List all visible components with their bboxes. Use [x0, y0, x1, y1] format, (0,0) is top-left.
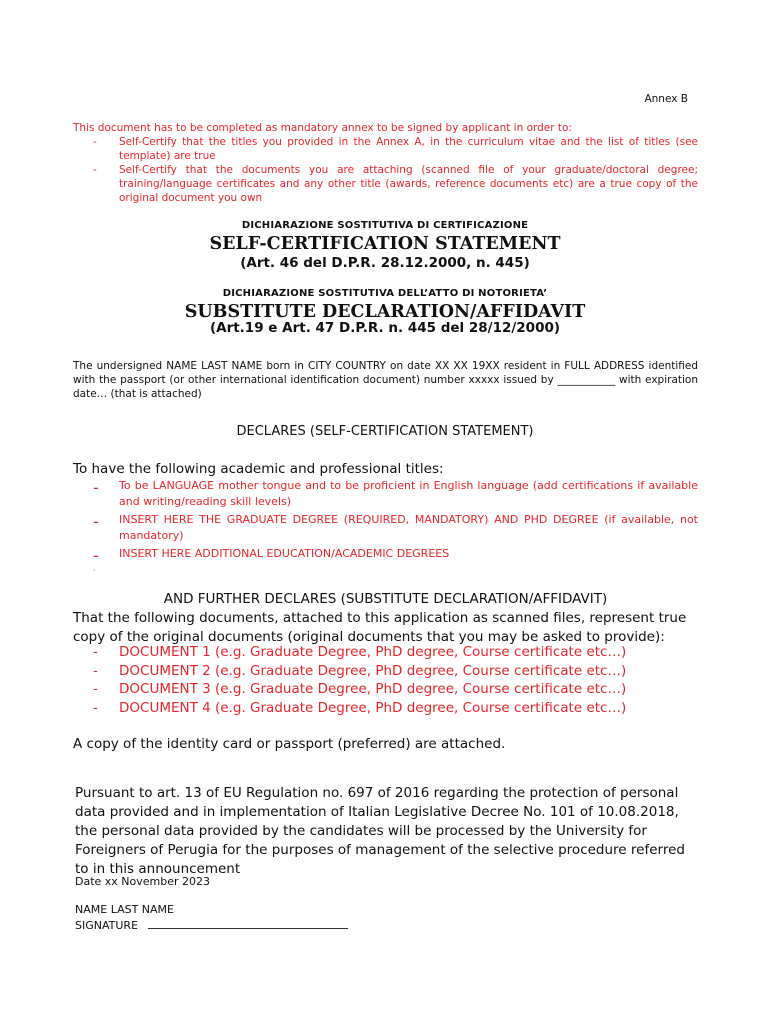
titles-list: [73, 478, 698, 577]
title-item: - INSERT HERE ADDITIONAL EDUCATION/ACADEMIC DEGREES: [93, 546, 450, 565]
title-item-empty: ·: [93, 566, 96, 575]
heading1-title: SELF-CERTIFICATION STATEMENT: [209, 234, 561, 254]
annex-label: Annex B: [644, 93, 688, 105]
title-item: - To be LANGUAGE mother tongue and to be proficient in English language (add certifications if available and writing/reading skill levels): [93, 478, 698, 508]
heading1-small: DICHIARAZIONE SOSTITUTIVA DI CERTIFICAZIONE: [241, 220, 529, 231]
signature-blank: [148, 918, 348, 929]
intro-lead: This document has to be completed as mandatory annex to be signed by applicant in order to:: [73, 122, 573, 134]
further-title: AND FURTHER DECLARES (SUBSTITUTE DECLARATION/AFFIDAVIT): [163, 591, 608, 607]
intro-item: - Self-Certify that the documents you are attaching (scanned file of your graduate/doctoral degree; training/language certificates and any other title (awards, reference documents etc) are a true copy of the original document you own: [93, 164, 698, 204]
signature-line: [75, 918, 348, 932]
signer-name: NAME LAST NAME: [75, 903, 174, 916]
undersigned-paragraph: The undersigned NAME LAST NAME born in CITY COUNTRY on date XX XX 19XX resident in FULL ADDRESS identified with the passport (or other international identification document) number xxxxx issued by ___________ with expiration date… (that is attached): [73, 360, 698, 400]
document-item: - DOCUMENT 2 (e.g. Graduate Degree, PhD degree, Course certificate etc…): [93, 662, 627, 679]
heading2-small: DICHIARAZIONE SOSTITUTIVA DELL’ATTO DI NOTORIETA’: [222, 288, 548, 299]
intro-instructions: [73, 121, 698, 205]
heading2-title: SUBSTITUTE DECLARATION/AFFIDAVIT: [184, 302, 586, 322]
document-item: - DOCUMENT 1 (e.g. Graduate Degree, PhD degree, Course certificate etc…): [93, 644, 627, 660]
titles-intro: To have the following academic and professional titles:: [73, 461, 444, 477]
document-item: - DOCUMENT 3 (e.g. Graduate Degree, PhD degree, Course certificate etc…): [93, 681, 627, 697]
title-item: - INSERT HERE THE GRADUATE DEGREE (REQUIRED, MANDATORY) AND PHD DEGREE (if available, not mandatory): [93, 512, 698, 542]
heading2-subtitle: (Art.19 e Art. 47 D.P.R. n. 445 del 28/12/2000): [209, 320, 561, 336]
declares-heading: DECLARES (SELF-CERTIFICATION STATEMENT): [236, 424, 534, 439]
document-item: - DOCUMENT 4 (e.g. Graduate Degree, PhD degree, Course certificate etc…): [93, 699, 627, 716]
documents-list: [73, 643, 626, 717]
copy-attached-statement: A copy of the identity card or passport (preferred) are attached.: [73, 736, 506, 752]
further-declares: [73, 590, 698, 647]
intro-item: - Self-Certify that the titles you provided in the Annex A, in the curriculum vitae and the list of titles (see template) are true: [93, 136, 698, 162]
privacy-statement: Pursuant to art. 13 of EU Regulation no. 697 of 2016 regarding the protection of personal data provided and in implementation of Italian Legislative Decree No. 101 of 10.08.2018, the personal data provided by the candidates will be processed by the University for Foreigners of Perugia for the purposes of management of the selective procedure referred to in this announcement: [75, 785, 685, 877]
heading1-subtitle: (Art. 46 del D.P.R. 28.12.2000, n. 445): [240, 255, 530, 271]
signature-label: SIGNATURE: [75, 919, 139, 932]
date-line: Date xx November 2023: [75, 875, 211, 888]
further-text: That the following documents, attached to this application as scanned files, represent true copy of the original documents (original documents that you may be asked to provide):: [73, 610, 687, 645]
